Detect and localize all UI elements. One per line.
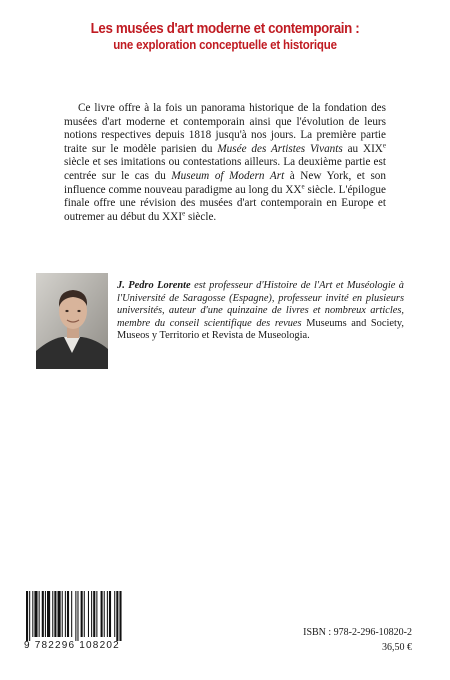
price: 36,50 € xyxy=(382,642,412,653)
barcode-digits: 9 782296 108202 xyxy=(24,640,120,651)
author-bio-italic: est professeur d'Histoire de l'Art et Muséologie à l'Université de Saragosse (Espagne), professeur invité en plusieurs universités, auteur d'une quinzaine de livres et nombreux articles, membre du conseil scientifique des revues xyxy=(117,280,405,329)
summary-text-1: Ce livre offre à la fois un panorama historique de la fondation des musées d'art moderne et contemporain ainsi que l'évolution de leurs notions respectives depuis 1818 jusqu'à nos jours. La première partie traite sur le modèle parisien du xyxy=(64,102,386,155)
author-photo xyxy=(36,273,108,369)
summary-text-6: siècle. xyxy=(185,210,217,223)
book-summary xyxy=(64,102,386,224)
summary-sup-1: e xyxy=(382,141,386,150)
author-bio xyxy=(117,280,404,343)
title-line-1: Les musées d'art moderne et contemporain : xyxy=(90,21,360,37)
summary-text-3: siècle et ses imitations ou contestations ailleurs. La deuxième partie est centrée sur le cas du xyxy=(64,156,386,182)
author-name: J. Pedro Lorente xyxy=(117,280,191,291)
summary-text-4: à New York, et son influence comme nouveau paradigme au long du XX xyxy=(64,169,386,196)
summary-text-5: siècle. L'épilogue finale offre une révision des musées d'art contemporain en Europe et outremer au début du XXI xyxy=(64,183,386,223)
barcode xyxy=(26,591,150,641)
book-title xyxy=(0,22,450,53)
summary-sup-3: e xyxy=(182,209,186,218)
summary-text-2: au XIX xyxy=(342,142,383,155)
title-line-2: une exploration conceptuelle et historique xyxy=(113,37,337,52)
isbn-number: ISBN : 978-2-296-10820-2 xyxy=(303,627,412,638)
summary-italic-1: Musée des Artistes Vivants xyxy=(217,142,343,155)
author-bio-journals: Museums and Society, Museos y Territorio et Revista de Museologia. xyxy=(117,317,404,342)
summary-italic-2: Museum of Modern Art xyxy=(171,169,285,182)
summary-sup-2: e xyxy=(301,181,305,190)
